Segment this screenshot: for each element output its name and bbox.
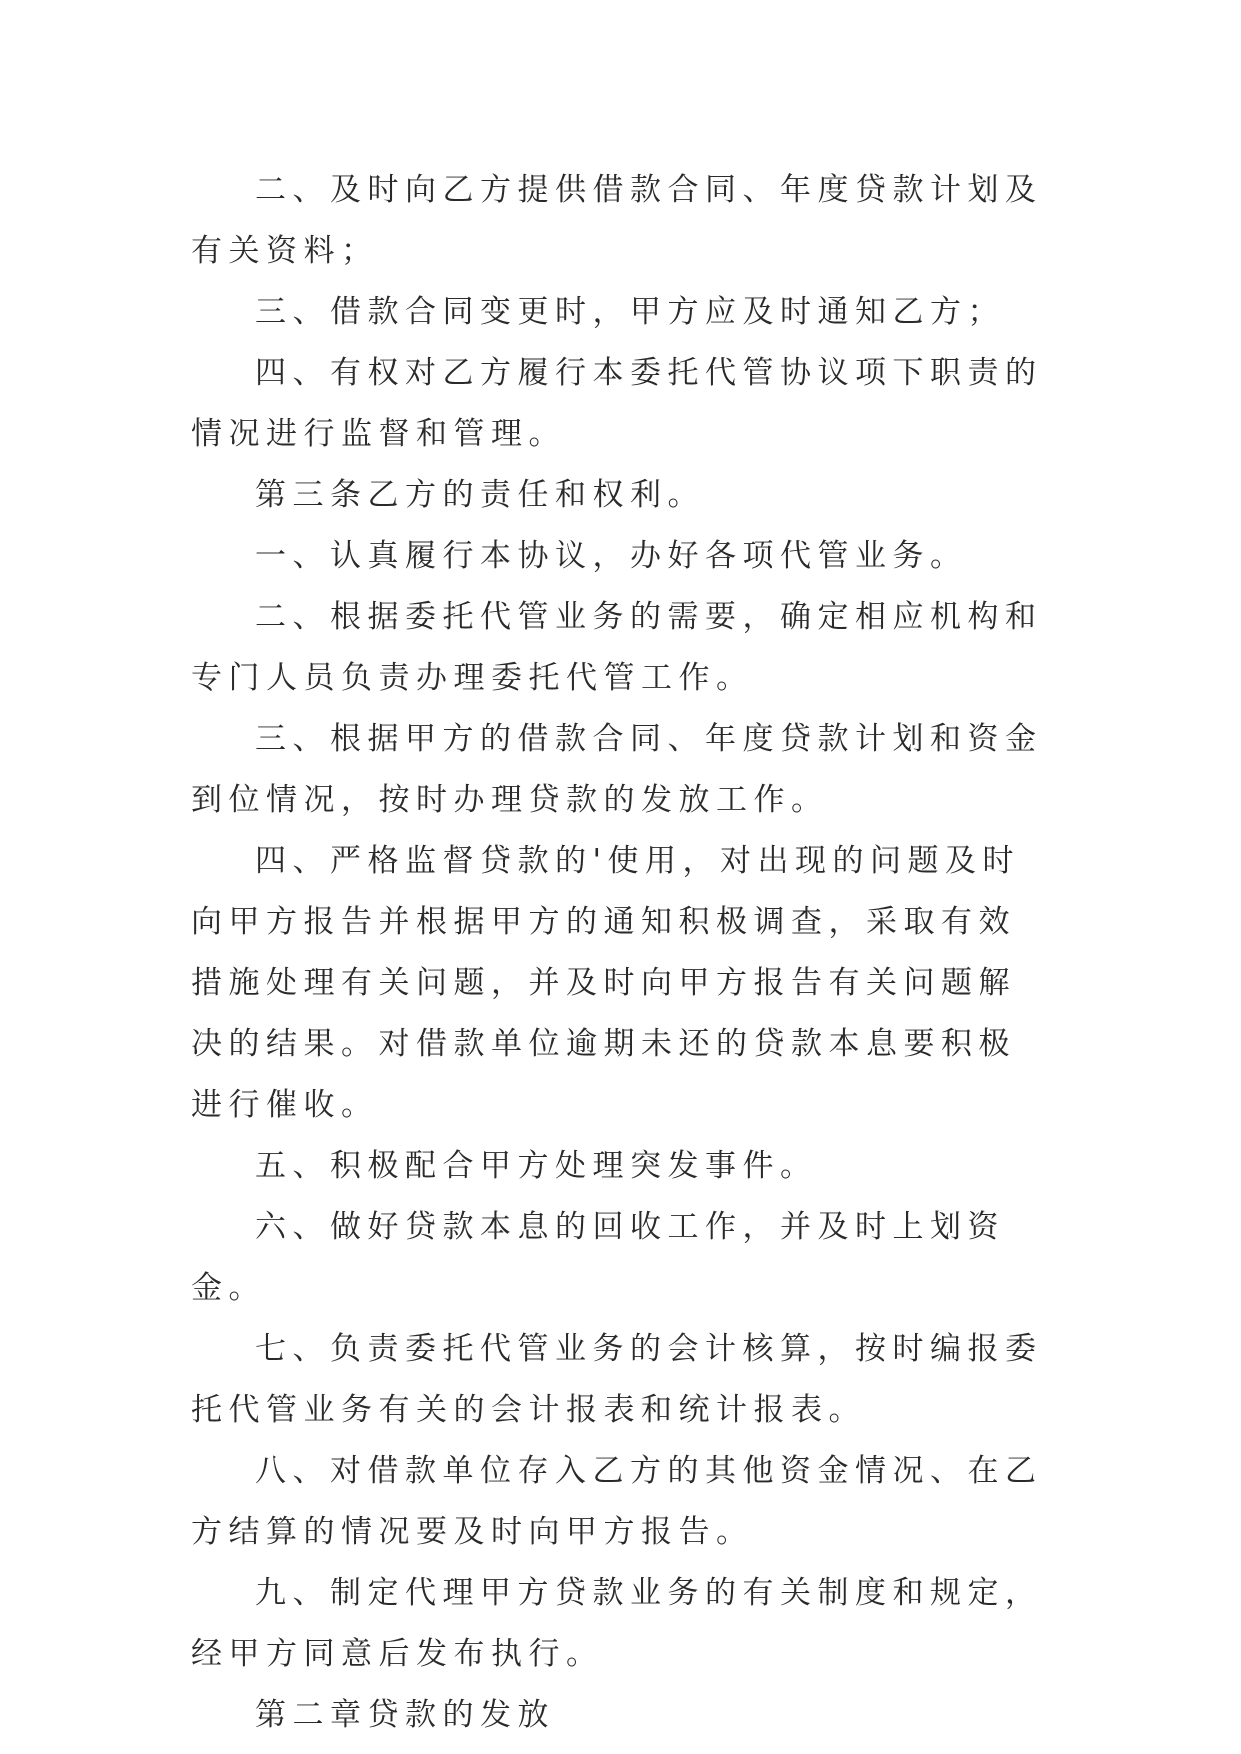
paragraph: 七、负责委托代管业务的会计核算，按时编报委托代管业务有关的会计报表和统计报表。 xyxy=(191,1331,1043,1428)
paragraph: 二、根据委托代管业务的需要，确定相应机构和专门人员负责办理委托代管工作。 xyxy=(191,599,1043,696)
paragraph: 三、根据甲方的借款合同、年度贷款计划和资金到位情况，按时办理贷款的发放工作。 xyxy=(191,721,1043,818)
paragraph: 四、严格监督贷款的'使用，对出现的问题及时向甲方报告并根据甲方的通知积极调查，采取有效措施处理有关问题，并及时向甲方报告有关问题解决的结果。对借款单位逾期未还的贷款本息要积极进行催收。 xyxy=(191,843,1021,1123)
paragraph: 二、及时向乙方提供借款合同、年度贷款计划及有关资料； xyxy=(191,172,1043,269)
paragraph: 八、对借款单位存入乙方的其他资金情况、在乙方结算的情况要及时向甲方报告。 xyxy=(191,1453,1043,1550)
paragraph: 三、借款合同变更时，甲方应及时通知乙方； xyxy=(255,294,1005,330)
section-heading: 第三条乙方的责任和权利。 xyxy=(255,477,705,513)
paragraph: 四、有权对乙方履行本委托代管协议项下职责的情况进行监督和管理。 xyxy=(191,355,1043,452)
paragraph: 一、认真履行本协议，办好各项代管业务。 xyxy=(255,538,968,574)
chapter-heading: 第二章贷款的发放 xyxy=(255,1697,555,1733)
document-body xyxy=(191,160,1051,1746)
paragraph: 五、积极配合甲方处理突发事件。 xyxy=(255,1148,818,1184)
paragraph: 九、制定代理甲方贷款业务的有关制度和规定，经甲方同意后发布执行。 xyxy=(191,1575,1043,1672)
paragraph: 六、做好贷款本息的回收工作，并及时上划资金。 xyxy=(191,1209,1005,1306)
